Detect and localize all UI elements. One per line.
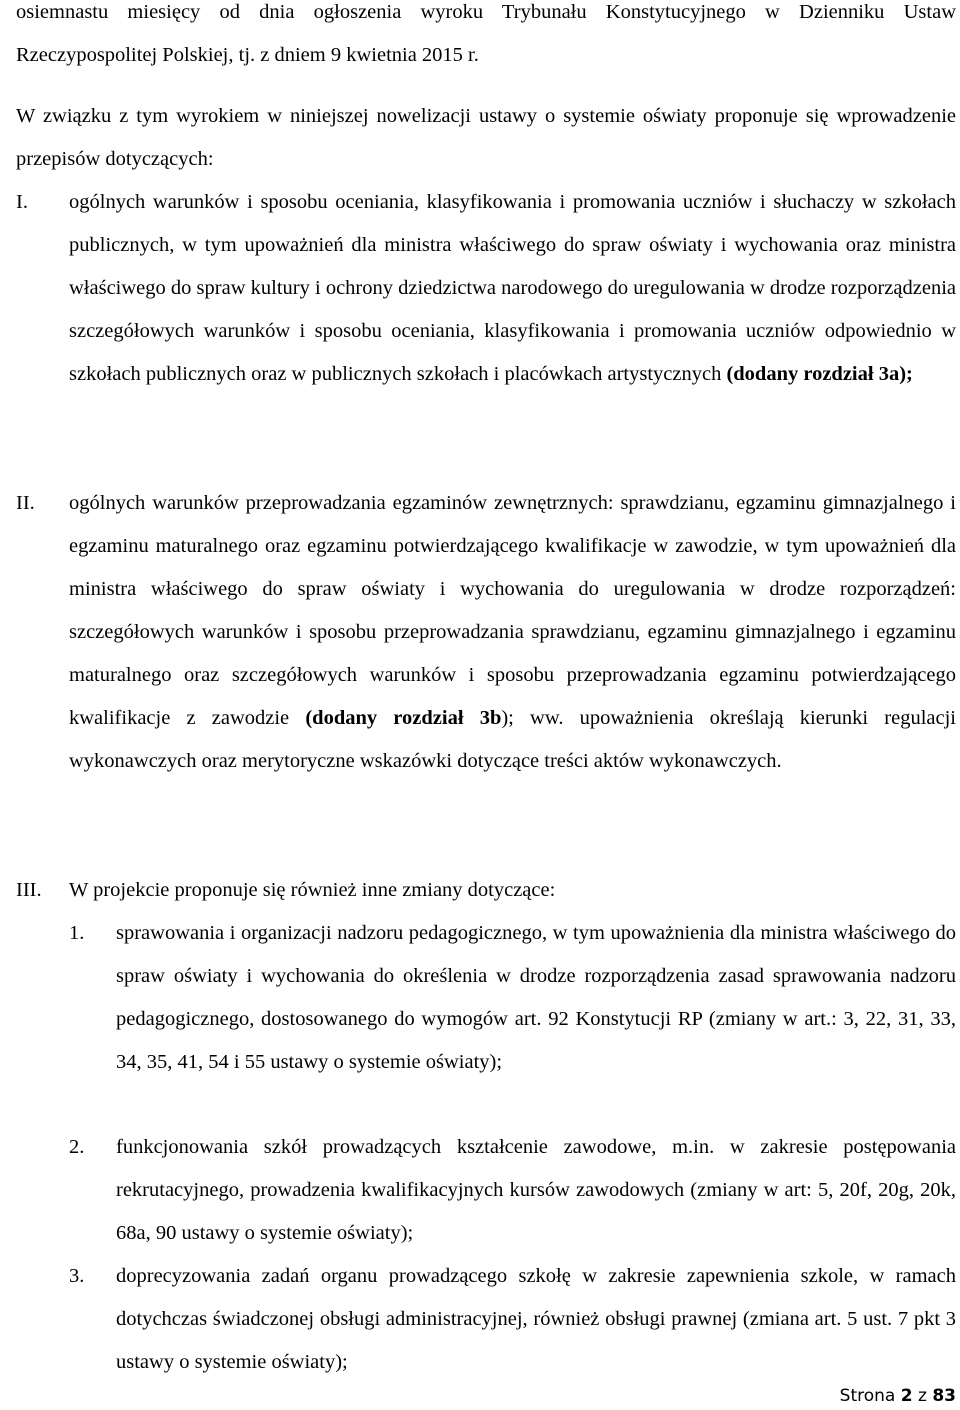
intro-paragraph-2: W związku z tym wyrokiem w niniejszej nowelizacji ustawy o systemie oświaty proponuje się wprowadzenie przepisów dotyczących:: [16, 105, 956, 170]
sub-item-text: funkcjonowania szkół prowadzących kształcenie zawodowe, m.in. w zakresie postępowania rekrutacyjnego, prowadzenia kwalifikacyjnych kursów zawodowych (zmiany w art: 5, 20f, 20g, 20k, 68a, 90 ustawy o systemie oświaty);: [116, 1136, 956, 1244]
sub-item-number: 1.: [69, 922, 85, 944]
page-label: Strona: [839, 1386, 896, 1406]
list-item-number: I.: [16, 191, 28, 213]
list-item-number: II.: [16, 492, 35, 514]
page-number: 2: [900, 1386, 913, 1406]
sub-item-number: 3.: [69, 1265, 85, 1287]
bold-note: (dodany rozdział 3a);: [726, 363, 913, 385]
list-item-text: ogólnych warunków i sposobu oceniania, klasyfikowania i promowania uczniów i słuchaczy w szkołach publicznych, w tym upoważnień dla ministra właściwego do spraw oświaty i wychowania oraz ministra właściwego do spraw kultury i ochrony dziedzictwa narodowego do uregulowania w drodze rozporządzenia szczegółowych warunków i sposobu oceniania, klasyfikowania i promowania uczniów odpowiednio w szkołach publicznych oraz w publicznych szkołach i placówkach artystycznych (dodany rozdział 3a);: [69, 191, 956, 385]
bold-note: (dodany rozdział 3b: [305, 707, 502, 729]
page-separator: z: [917, 1386, 927, 1406]
page-footer: [840, 1386, 956, 1406]
list-item-text: ogólnych warunków przeprowadzania egzaminów zewnętrznych: sprawdzianu, egzaminu gimnazjalnego i egzaminu maturalnego oraz egzaminu potwierdzającego kwalifikacje w zawodzie, w tym upoważnień dla ministra właściwego do spraw oświaty i wychowania do uregulowania w drodze rozporządzeń: szczegółowych warunków i sposobu przeprowadzania sprawdzianu, egzaminu gimnazjalnego i egzaminu maturalnego oraz szczegółowych warunków i sposobu przeprowadzania egzaminu potwierdzającego kwalifikacje z zawodzie (dodany rozdział 3b); ww. upoważnienia określają kierunki regulacji wykonawczych oraz merytoryczne wskazówki dotyczące treści aktów wykonawczych.: [69, 492, 956, 772]
sub-item-2: [69, 1126, 956, 1255]
sub-item-text: sprawowania i organizacji nadzoru pedagogicznego, w tym upoważnienia dla ministra właściwego do spraw oświaty i wychowania do określenia w drodze rozporządzenia zasad sprawowania nadzoru pedagogicznego, dostosowanego do wymogów art. 92 Konstytucji RP (zmiany w art.: 3, 22, 31, 33, 34, 35, 41, 54 i 55 ustawy o systemie oświaty);: [116, 922, 956, 1073]
sub-item-1: [69, 912, 956, 1084]
page-total: 83: [932, 1386, 956, 1406]
sub-item-3: [69, 1255, 956, 1384]
list-item-3: [16, 869, 956, 912]
list-item-1: [16, 181, 956, 396]
sub-item-text: doprecyzowania zadań organu prowadzącego szkołę w zakresie zapewnienia szkole, w ramach dotychczas świadczonej obsługi administracyjnej, również obsługi prawnej (zmiana art. 5 ust. 7 pkt 3 ustawy o systemie oświaty);: [116, 1265, 956, 1373]
sub-item-number: 2.: [69, 1136, 85, 1158]
list-item-2: [16, 482, 956, 783]
intro-paragraph-1: osiemnastu miesięcy od dnia ogłoszenia wyroku Trybunału Konstytucyjnego w Dzienniku Ustaw Rzeczypospolitej Polskiej, tj. z dniem 9 kwietnia 2015 r.: [16, 1, 956, 66]
list-item-text: W projekcie proponuje się również inne zmiany dotyczące:: [69, 879, 556, 901]
list-item-number: III.: [16, 879, 42, 901]
